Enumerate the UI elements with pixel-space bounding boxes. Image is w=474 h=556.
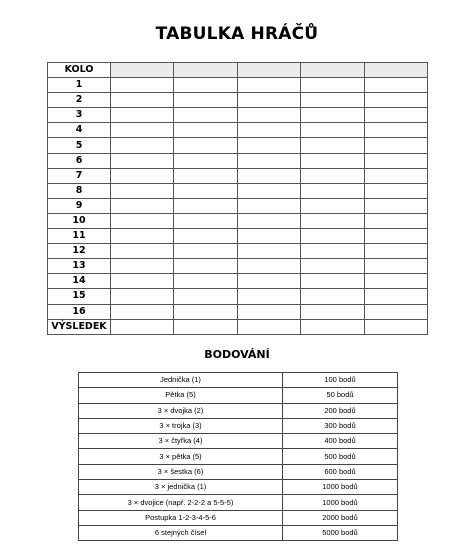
- score-cell[interactable]: [237, 259, 300, 274]
- score-cell[interactable]: [111, 183, 174, 198]
- score-cell[interactable]: [237, 229, 300, 244]
- score-cell[interactable]: [364, 138, 427, 153]
- score-cell[interactable]: [364, 153, 427, 168]
- round-label: 1: [48, 78, 111, 93]
- round-row: [48, 198, 428, 213]
- round-row: [48, 153, 428, 168]
- score-cell[interactable]: [111, 123, 174, 138]
- score-cell[interactable]: [237, 213, 300, 228]
- score-cell[interactable]: [364, 63, 427, 78]
- score-cell[interactable]: [111, 274, 174, 289]
- score-cell[interactable]: [174, 93, 237, 108]
- score-cell[interactable]: [301, 213, 364, 228]
- round-row: [48, 93, 428, 108]
- score-cell[interactable]: [364, 244, 427, 259]
- round-row: [48, 213, 428, 228]
- score-cell[interactable]: [174, 138, 237, 153]
- scoring-title: BODOVÁNÍ: [204, 348, 270, 361]
- combination-label: 3 × pětka (5): [79, 449, 283, 464]
- score-cell[interactable]: [364, 304, 427, 319]
- score-cell[interactable]: [111, 108, 174, 123]
- score-cell[interactable]: [301, 183, 364, 198]
- round-label: 7: [48, 168, 111, 183]
- score-cell[interactable]: [174, 289, 237, 304]
- score-cell[interactable]: [364, 183, 427, 198]
- score-cell[interactable]: [174, 123, 237, 138]
- players-table: [47, 62, 428, 335]
- round-label: 2: [48, 93, 111, 108]
- round-label: 15: [48, 289, 111, 304]
- score-cell[interactable]: [237, 319, 300, 334]
- score-cell[interactable]: [301, 168, 364, 183]
- score-cell[interactable]: [301, 63, 364, 78]
- scoring-row: [79, 510, 398, 525]
- score-cell[interactable]: [364, 274, 427, 289]
- score-cell[interactable]: [174, 78, 237, 93]
- score-cell[interactable]: [237, 123, 300, 138]
- combination-label: 3 × čtyřka (4): [79, 434, 283, 449]
- score-cell[interactable]: [174, 153, 237, 168]
- score-cell[interactable]: [364, 93, 427, 108]
- score-cell[interactable]: [174, 319, 237, 334]
- score-cell[interactable]: [111, 198, 174, 213]
- round-row: [48, 183, 428, 198]
- score-cell[interactable]: [301, 244, 364, 259]
- scoring-row: [79, 403, 398, 418]
- score-cell[interactable]: [364, 78, 427, 93]
- score-cell[interactable]: [301, 153, 364, 168]
- combination-label: Pětka (5): [79, 388, 283, 403]
- scoring-row: [79, 434, 398, 449]
- score-cell[interactable]: [174, 229, 237, 244]
- score-cell[interactable]: [237, 244, 300, 259]
- combination-label: 3 × jednička (1): [79, 480, 283, 495]
- score-cell[interactable]: [111, 78, 174, 93]
- score-cell[interactable]: [301, 138, 364, 153]
- combination-label: 3 × dvojice (např. 2-2-2 a 5-5-5): [79, 495, 283, 510]
- result-row: [48, 319, 428, 334]
- score-cell[interactable]: [301, 198, 364, 213]
- score-cell[interactable]: [111, 259, 174, 274]
- scoring-row: [79, 373, 398, 388]
- scoring-row: [79, 495, 398, 510]
- round-label: 6: [48, 153, 111, 168]
- page-title: TABULKA HRÁČŮ: [155, 24, 319, 44]
- score-cell[interactable]: [111, 138, 174, 153]
- points-value: 300 bodů: [283, 418, 398, 433]
- score-cell[interactable]: [174, 63, 237, 78]
- round-row: [48, 168, 428, 183]
- round-label: 13: [48, 259, 111, 274]
- score-cell[interactable]: [301, 78, 364, 93]
- round-label: 10: [48, 213, 111, 228]
- score-cell[interactable]: [301, 229, 364, 244]
- score-cell[interactable]: [111, 63, 174, 78]
- score-cell[interactable]: [174, 183, 237, 198]
- combination-label: Postupka 1-2-3-4-5-6: [79, 510, 283, 525]
- score-cell[interactable]: [174, 168, 237, 183]
- score-cell[interactable]: [111, 319, 174, 334]
- round-label: KOLO: [48, 63, 111, 78]
- points-value: 2000 bodů: [283, 510, 398, 525]
- score-cell[interactable]: [237, 78, 300, 93]
- score-cell[interactable]: [237, 93, 300, 108]
- scoring-row: [79, 464, 398, 479]
- round-label: 14: [48, 274, 111, 289]
- round-row: [48, 78, 428, 93]
- combination-label: 3 × dvojka (2): [79, 403, 283, 418]
- scoring-row: [79, 480, 398, 495]
- score-cell[interactable]: [237, 138, 300, 153]
- score-cell[interactable]: [174, 259, 237, 274]
- round-label: 3: [48, 108, 111, 123]
- round-row: [48, 289, 428, 304]
- score-cell[interactable]: [364, 289, 427, 304]
- score-cell[interactable]: [174, 213, 237, 228]
- score-cell[interactable]: [111, 168, 174, 183]
- score-cell[interactable]: [301, 108, 364, 123]
- round-label: 5: [48, 138, 111, 153]
- combination-label: 3 × trojka (3): [79, 418, 283, 433]
- round-label: 9: [48, 198, 111, 213]
- points-value: 200 bodů: [283, 403, 398, 418]
- scoring-row: [79, 449, 398, 464]
- score-cell[interactable]: [364, 123, 427, 138]
- score-cell[interactable]: [111, 289, 174, 304]
- score-cell[interactable]: [301, 319, 364, 334]
- score-cell[interactable]: [237, 304, 300, 319]
- scoring-row: [79, 418, 398, 433]
- scoring-row: [79, 388, 398, 403]
- score-cell[interactable]: [364, 259, 427, 274]
- score-cell[interactable]: [301, 304, 364, 319]
- score-cell[interactable]: [364, 319, 427, 334]
- score-cell[interactable]: [237, 289, 300, 304]
- points-value: 500 bodů: [283, 449, 398, 464]
- score-cell[interactable]: [111, 304, 174, 319]
- score-cell[interactable]: [174, 198, 237, 213]
- score-cell[interactable]: [301, 123, 364, 138]
- score-cell[interactable]: [174, 274, 237, 289]
- points-value: 50 bodů: [283, 388, 398, 403]
- points-value: 1000 bodů: [283, 495, 398, 510]
- points-value: 1000 bodů: [283, 480, 398, 495]
- scoring-row: [79, 525, 398, 540]
- score-cell[interactable]: [301, 93, 364, 108]
- score-cell[interactable]: [174, 244, 237, 259]
- score-cell[interactable]: [364, 213, 427, 228]
- score-cell[interactable]: [364, 168, 427, 183]
- score-cell[interactable]: [174, 304, 237, 319]
- score-cell[interactable]: [111, 213, 174, 228]
- round-row: [48, 108, 428, 123]
- round-label: 12: [48, 244, 111, 259]
- round-label: 8: [48, 183, 111, 198]
- points-value: 5000 bodů: [283, 525, 398, 540]
- players-header-row: [48, 63, 428, 78]
- score-cell[interactable]: [301, 259, 364, 274]
- scoring-table: [78, 372, 398, 541]
- score-cell[interactable]: [237, 153, 300, 168]
- score-cell[interactable]: [111, 153, 174, 168]
- score-cell[interactable]: [364, 108, 427, 123]
- score-cell[interactable]: [301, 274, 364, 289]
- round-label: 4: [48, 123, 111, 138]
- round-row: [48, 138, 428, 153]
- round-label: 11: [48, 229, 111, 244]
- score-cell[interactable]: [364, 198, 427, 213]
- score-cell[interactable]: [111, 229, 174, 244]
- points-value: 400 bodů: [283, 434, 398, 449]
- points-value: 100 bodů: [283, 373, 398, 388]
- score-cell[interactable]: [237, 63, 300, 78]
- combination-label: 6 stejných čísel: [79, 525, 283, 540]
- score-cell[interactable]: [237, 168, 300, 183]
- round-row: [48, 123, 428, 138]
- combination-label: 3 × šestka (6): [79, 464, 283, 479]
- points-value: 600 bodů: [283, 464, 398, 479]
- score-cell[interactable]: [237, 198, 300, 213]
- score-cell[interactable]: [111, 244, 174, 259]
- score-cell[interactable]: [111, 93, 174, 108]
- score-cell[interactable]: [237, 274, 300, 289]
- score-cell[interactable]: [237, 183, 300, 198]
- round-row: [48, 259, 428, 274]
- combination-label: Jednička (1): [79, 373, 283, 388]
- round-row: [48, 244, 428, 259]
- score-cell[interactable]: [301, 289, 364, 304]
- round-row: [48, 229, 428, 244]
- score-cell[interactable]: [364, 229, 427, 244]
- score-cell[interactable]: [174, 108, 237, 123]
- score-cell[interactable]: [237, 108, 300, 123]
- round-row: [48, 304, 428, 319]
- round-label: 16: [48, 304, 111, 319]
- round-row: [48, 274, 428, 289]
- round-label: VÝSLEDEK: [48, 319, 111, 334]
